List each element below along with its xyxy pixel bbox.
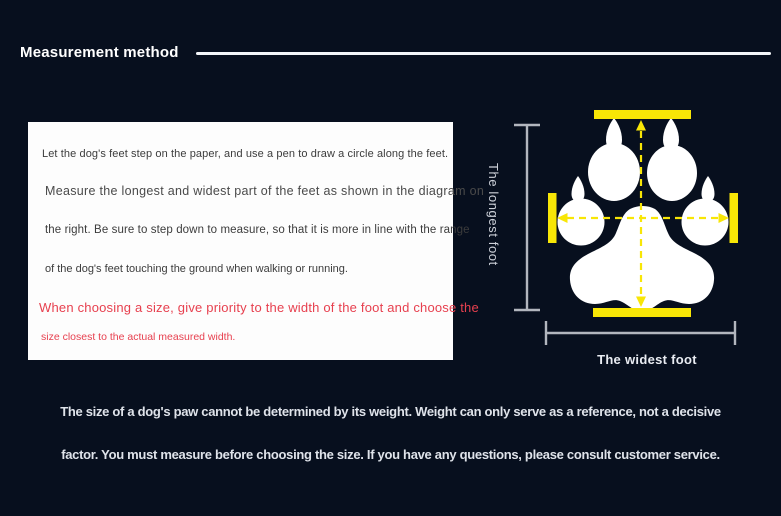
instruction-line: Measure the longest and widest part of the feet as shown in the diagram on <box>45 184 485 198</box>
instruction-line: Let the dog's feet step on the paper, and use a pen to draw a circle along the feet. <box>42 148 449 160</box>
longest-foot-measure-line <box>514 125 540 310</box>
paw-toe-right <box>682 199 729 246</box>
paw-diagram-svg <box>480 95 781 385</box>
paw-toe-upper-right <box>647 145 697 201</box>
instruction-line: of the dog's feet touching the ground when walking or running. <box>45 263 348 275</box>
instruction-warning-line: When choosing a size, give priority to the width of the foot and choose the <box>39 300 479 315</box>
paw-claw-left <box>572 176 585 202</box>
right-marker-bar <box>730 193 739 243</box>
left-marker-bar <box>548 193 557 243</box>
widest-foot-measure-line <box>546 321 735 345</box>
footer-line: factor. You must measure before choosing the size. If you have any questions, please consult customer service. <box>61 447 720 462</box>
longest-foot-label: The longest foot <box>486 163 501 266</box>
paw-graphic <box>558 118 729 311</box>
paw-toe-left <box>558 199 605 246</box>
instruction-line: the right. Be sure to step down to measure, so that it is more in line with the range <box>45 224 470 236</box>
instruction-warning-line: size closest to the actual measured width. <box>41 331 236 343</box>
paw-claw-right <box>702 176 715 202</box>
top-marker-bar <box>594 110 691 119</box>
section-title: Measurement method <box>20 44 179 61</box>
widest-foot-label: The widest foot <box>597 352 697 367</box>
title-underline <box>196 52 771 55</box>
bottom-marker-bar <box>593 308 691 317</box>
instruction-panel <box>28 122 485 360</box>
footer-line: The size of a dog's paw cannot be determined by its weight. Weight can only serve as a reference, not a decisive <box>60 404 721 419</box>
paw-toe-upper-left <box>588 143 640 201</box>
